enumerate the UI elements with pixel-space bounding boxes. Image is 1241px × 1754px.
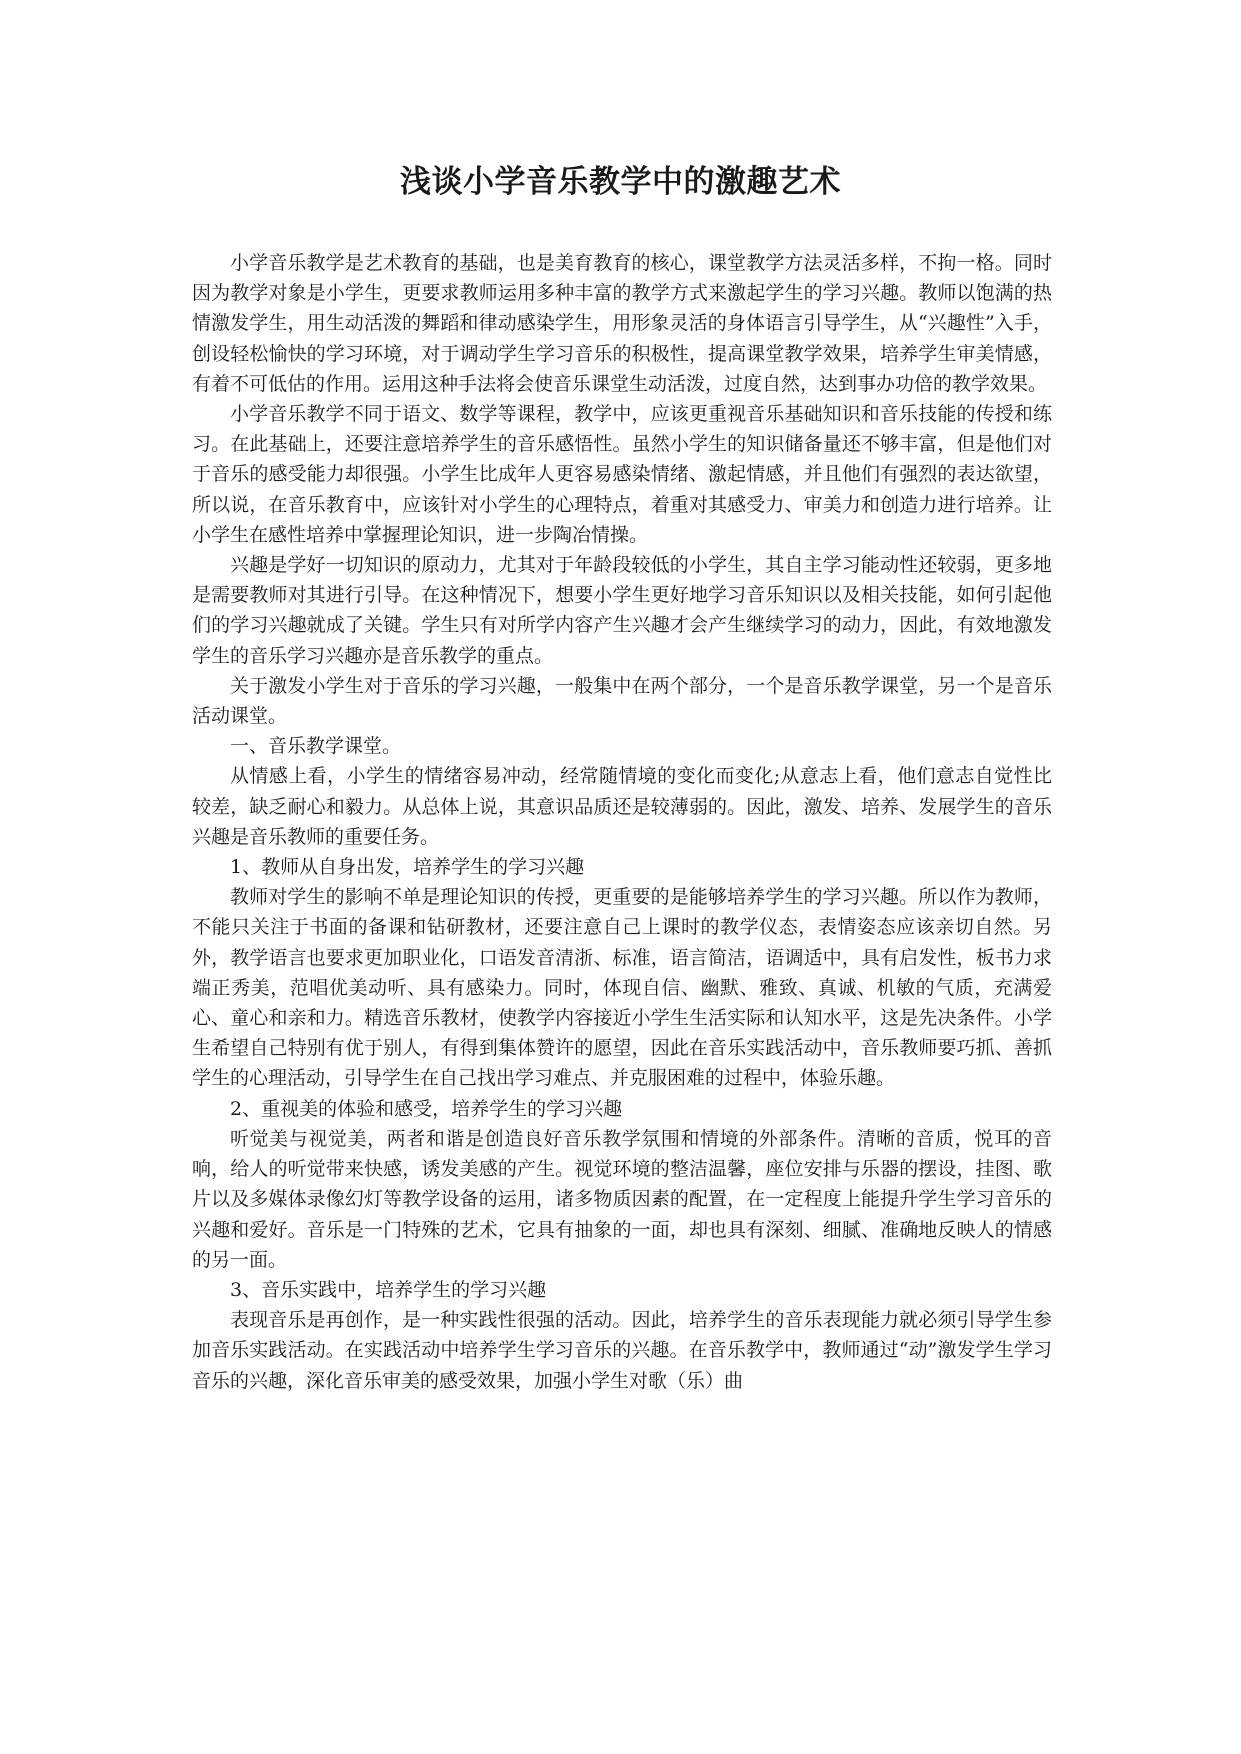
paragraph: 从情感上看，小学生的情绪容易冲动，经常随情境的变化而变化;从意志上看，他们意志自觉性比较差，缺乏耐心和毅力。从总体上说，其意识品质还是较薄弱的。因此，激发、培养、发展学生的音乐兴趣是音乐教师的重要任务。 <box>192 765 1052 848</box>
paragraph: 关于激发小学生对于音乐的学习兴趣，一般集中在两个部分，一个是音乐教学课堂，另一个是音乐活动课堂。 <box>192 674 1052 728</box>
paragraph: 表现音乐是再创作，是一种实践性很强的活动。因此，培养学生的音乐表现能力就必须引导学生参加音乐实践活动。在实践活动中培养学生学习音乐的兴趣。在音乐教学中，教师通过“动”激发学生学习音乐的兴趣，深化音乐审美的感受效果，加强小学生对歌（乐）曲 <box>192 1309 1052 1392</box>
paragraph: 听觉美与视觉美，两者和谐是创造良好音乐教学氛围和情境的外部条件。清晰的音质，悦耳的音响，给人的听觉带来快感，诱发美感的产生。视觉环境的整洁温馨，座位安排与乐器的摆设，挂图、歌片以及多媒体录像幻灯等教学设备的运用，诸多物质因素的配置，在一定程度上能提升学生学习音乐的兴趣和爱好。音乐是一门特殊的艺术，它具有抽象的一面，却也具有深刻、细腻、准确地反映人的情感的另一面。 <box>192 1127 1052 1271</box>
subsection-heading: 1、教师从自身出发，培养学生的学习兴趣 <box>230 856 585 879</box>
paragraph: 教师对学生的影响不单是理论知识的传授，更重要的是能够培养学生的学习兴趣。所以作为教师，不能只关注于书面的备课和钻研教材，还要注意自己上课时的教学仪态，表情姿态应该亲切自然。另外，教学语言也要求更加职业化，口语发音清浙、标准，语言简洁，语调适中，具有启发性，板书力求端正秀美，范唱优美动听、具有感染力。同时，体现自信、幽默、雅致、真诚、机敏的气质，充满爱心、童心和亲和力。精选音乐教材，使教学内容接近小学生生活实际和认知水平，这是先决条件。小学生希望自己特别有优于别人，有得到集体赞许的愿望，因此在音乐实践活动中，音乐教师要巧抓、善抓学生的心理活动，引导学生在自己找出学习难点、并克服困难的过程中，体验乐趣。 <box>192 886 1052 1090</box>
paragraph: 兴趣是学好一切知识的原动力，尤其对于年龄段较低的小学生，其自主学习能动性还较弱，更多地是需要教师对其进行引导。在这种情况下，想要小学生更好地学习音乐知识以及相关技能，如何引起他们的学习兴趣就成了关键。学生只有对所学内容产生兴趣才会产生继续学习的动力，因此，有效地激发学生的音乐学习兴趣亦是音乐教学的重点。 <box>192 554 1052 667</box>
subsection-heading: 2、重视美的体验和感受，培养学生的学习兴趣 <box>230 1097 623 1120</box>
document-body <box>192 248 1052 1396</box>
paragraph: 小学音乐教学是艺术教育的基础，也是美育教育的核心，课堂教学方法灵活多样，不拘一格。同时因为教学对象是小学生，更要求教师运用多种丰富的教学方式来激起学生的学习兴趣。教师以饱满的热情激发学生，用生动活泼的舞蹈和律动感染学生，用形象灵活的身体语言引导学生，从“兴趣性”入手，创设轻松愉快的学习环境，对于调动学生学习音乐的积极性，提高课堂教学效果，培养学生审美情感，有着不可低估的作用。运用这种手法将会使音乐课堂生动活泼，过度自然，达到事办功倍的教学效果。 <box>192 252 1052 395</box>
paragraph: 小学音乐教学不同于语文、数学等课程，教学中，应该更重视音乐基础知识和音乐技能的传授和练习。在此基础上，还要注意培养学生的音乐感悟性。虽然小学生的知识储备量还不够丰富，但是他们对于音乐的感受能力却很强。小学生比成年人更容易感染情绪、激起情感，并且他们有强烈的表达欲望，所以说，在音乐教育中，应该针对小学生的心理特点，着重对其感受力、审美力和创造力进行培养。让小学生在感性培养中掌握理论知识，进一步陶冶情操。 <box>192 403 1052 546</box>
document-title: 浅谈小学音乐教学中的激趣艺术 <box>400 164 841 200</box>
section-heading: 一、音乐教学课堂。 <box>230 735 402 758</box>
subsection-heading: 3、音乐实践中，培养学生的学习兴趣 <box>230 1278 547 1301</box>
